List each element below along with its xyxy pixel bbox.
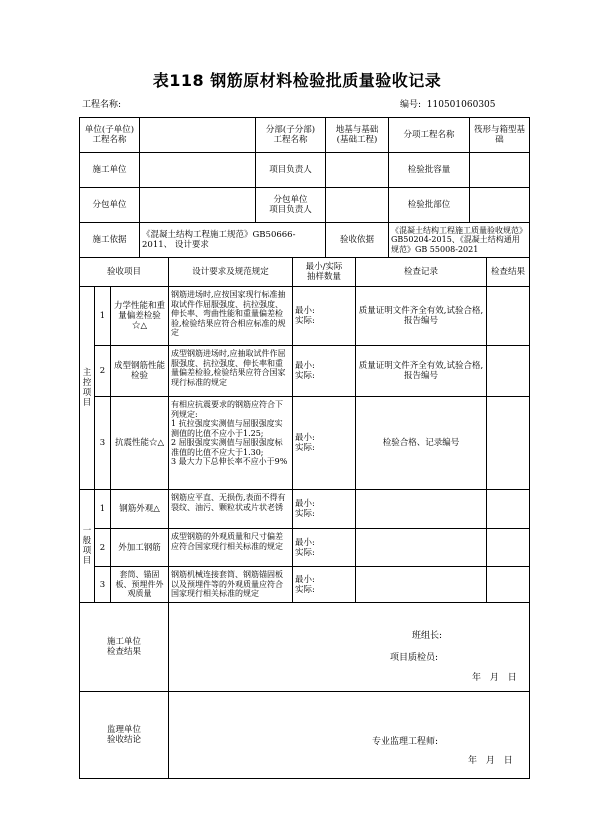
construction-check-label: 施工单位 检查结果 bbox=[79, 602, 169, 692]
subdiv-label: 分部(子分部) 工程名称 bbox=[255, 117, 326, 153]
basis-value: 《混凝土结构工程施工规范》GB50666-2011、 设计要求 bbox=[139, 222, 326, 258]
unit-label: 单位(子单位) 工程名称 bbox=[79, 117, 140, 153]
supervisor-label: 专业监理工程师: bbox=[372, 737, 439, 747]
col-result: 检查结果 bbox=[486, 257, 530, 287]
col-design: 设计要求及规范规定 bbox=[168, 257, 293, 287]
general-item-result[interactable] bbox=[486, 489, 530, 529]
accept-value: 《混凝土结构工程施工质量验收规范》GB50204-2015、《混凝土结构通用规范》GB 55008-2021 bbox=[388, 222, 530, 258]
pm-value[interactable] bbox=[325, 152, 389, 188]
general-item-record[interactable] bbox=[355, 566, 487, 603]
main-item-min[interactable]: 最小: 实际: bbox=[292, 345, 356, 397]
general-item-min[interactable]: 最小: 实际: bbox=[292, 489, 356, 529]
subdiv-value: 地基与基础 (基础工程) bbox=[325, 117, 389, 153]
col-min: 最小/实际 抽样数量 bbox=[292, 257, 356, 287]
main-item-result[interactable] bbox=[486, 396, 530, 490]
pm-label: 项目负责人 bbox=[255, 152, 326, 188]
main-item-result[interactable] bbox=[486, 286, 530, 346]
sub-pm-label: 分包单位 项目负责人 bbox=[255, 187, 326, 223]
general-group: 一 般 项 目 bbox=[79, 489, 95, 603]
general-item-result[interactable] bbox=[486, 528, 530, 567]
main-item-min[interactable]: 最小: 实际: bbox=[292, 286, 356, 346]
main-item-name: 成型钢筋性能检验 bbox=[110, 345, 169, 397]
general-item-no: 1 bbox=[94, 489, 111, 529]
main-item-design: 有相应抗震要求的钢筋应符合下列规定: 1 抗拉强度实测值与屈服强度实测值的比值不应小于1.25; 2 屈服强度实测值与屈服强度标准值的比值不应大于1.30; 3 最大力下总伸长率不应小于9% bbox=[168, 396, 293, 490]
main-item-record[interactable]: 检验合格、记录编号 bbox=[355, 396, 487, 490]
main-item-design: 成型钢筋进场时,应抽取试件作屈服强度、抗拉强度、伸长率和重量偏差检验,检验结果应符合国家现行标准的规定 bbox=[168, 345, 293, 397]
record-code: 编号: 110501060305 bbox=[400, 100, 496, 110]
general-item-min[interactable]: 最小: 实际: bbox=[292, 528, 356, 567]
main-item-record[interactable]: 质量证明文件齐全有效,试验合格,报告编号 bbox=[355, 345, 487, 397]
main-control-group: 主 控 项 目 bbox=[79, 286, 95, 490]
general-item-name: 钢筋外观△ bbox=[110, 489, 169, 529]
unit-value[interactable] bbox=[139, 117, 256, 153]
main-item-no: 2 bbox=[94, 345, 111, 397]
main-item-result[interactable] bbox=[486, 345, 530, 397]
supervision-label: 监理单位 验收结论 bbox=[79, 691, 169, 779]
general-item-record[interactable] bbox=[355, 489, 487, 529]
construct-unit-value[interactable] bbox=[139, 152, 256, 188]
general-item-record[interactable] bbox=[355, 528, 487, 567]
sub-unit-value[interactable] bbox=[139, 187, 256, 223]
main-item-no: 3 bbox=[94, 396, 111, 490]
main-item-min[interactable]: 最小: 实际: bbox=[292, 396, 356, 490]
project-name-label: 工程名称: bbox=[82, 100, 122, 110]
main-item-name: 抗震性能☆△ bbox=[110, 396, 169, 490]
general-item-design: 钢筋应平直、无损伤,表面不得有裂纹、油污、颗粒状或片状老锈 bbox=[168, 489, 293, 529]
sub-unit-label: 分包单位 bbox=[79, 187, 140, 223]
item-value: 筏形与箱型基础 bbox=[469, 117, 530, 153]
col-record: 检查记录 bbox=[355, 257, 487, 287]
capacity-label: 检验批容量 bbox=[388, 152, 470, 188]
batch-part-value[interactable] bbox=[469, 187, 530, 223]
page-title: 表118 钢筋原材料检验批质量验收记录 bbox=[152, 71, 442, 90]
team-leader-label: 班组长: bbox=[412, 631, 443, 641]
sub-pm-value[interactable] bbox=[325, 187, 389, 223]
main-item-record[interactable]: 质量证明文件齐全有效,试验合格,报告编号 bbox=[355, 286, 487, 346]
item-label: 分项工程名称 bbox=[388, 117, 470, 153]
accept-label: 验收依据 bbox=[325, 222, 389, 258]
construct-unit-label: 施工单位 bbox=[79, 152, 140, 188]
col-item: 验收项目 bbox=[79, 257, 169, 287]
capacity-value[interactable] bbox=[469, 152, 530, 188]
inspector-label: 项目质检员: bbox=[390, 653, 439, 663]
general-item-no: 2 bbox=[94, 528, 111, 567]
batch-part-label: 检验批部位 bbox=[388, 187, 470, 223]
main-item-name: 力学性能和重量偏差检验☆△ bbox=[110, 286, 169, 346]
date-supervision: 年 月 日 bbox=[468, 756, 513, 766]
basis-label: 施工依据 bbox=[79, 222, 140, 258]
main-item-design: 钢筋进场时,应按国家现行标准抽取试件作屈服强度、抗拉强度、伸长率、弯曲性能和重量偏差检验,检验结果应符合相应标准的规定 bbox=[168, 286, 293, 346]
general-item-design: 钢筋机械连接套筒、钢筋锚固板以及预埋件等的外观质量应符合国家现行相关标准的规定 bbox=[168, 566, 293, 603]
general-item-no: 3 bbox=[94, 566, 111, 603]
general-item-design: 成型钢筋的外观质量和尺寸偏差应符合国家现行相关标准的规定 bbox=[168, 528, 293, 567]
general-item-result[interactable] bbox=[486, 566, 530, 603]
general-item-min[interactable]: 最小: 实际: bbox=[292, 566, 356, 603]
main-item-no: 1 bbox=[94, 286, 111, 346]
general-item-name: 外加工钢筋 bbox=[110, 528, 169, 567]
date-construction: 年 月 日 bbox=[472, 673, 517, 683]
general-item-name: 套筒、锚固板、预埋件外观质量 bbox=[110, 566, 169, 603]
